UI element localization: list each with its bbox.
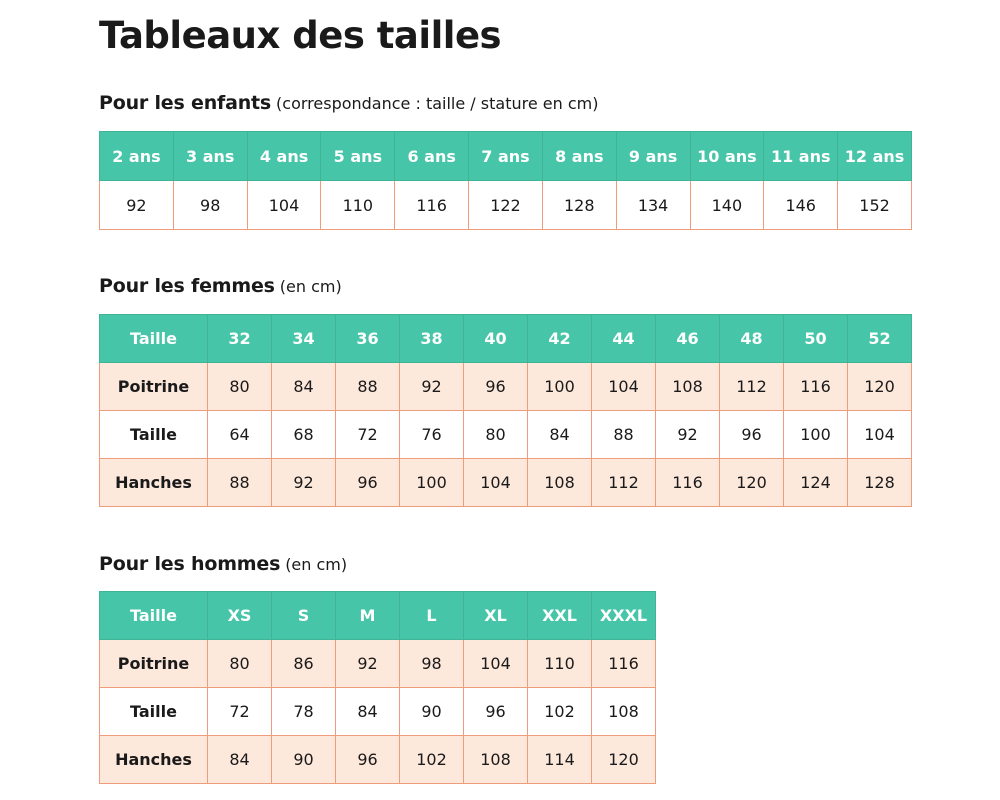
kids-value-cell: 92	[100, 181, 174, 230]
men-row-label: Hanches	[100, 736, 208, 784]
kids-header-cell: 7 ans	[469, 132, 543, 181]
men-value-cell: 72	[208, 688, 272, 736]
women-value-cell: 104	[848, 411, 912, 459]
women-value-cell: 92	[272, 459, 336, 507]
women-corner-cell: Taille	[100, 315, 208, 363]
women-value-cell: 124	[784, 459, 848, 507]
men-row-label: Taille	[100, 688, 208, 736]
men-row-poitrine	[100, 640, 656, 688]
women-row-label: Hanches	[100, 459, 208, 507]
kids-heading-note: (correspondance : taille / stature en cm)	[276, 94, 599, 113]
women-value-cell: 120	[848, 363, 912, 411]
men-value-cell: 86	[272, 640, 336, 688]
kids-header-cell: 8 ans	[542, 132, 616, 181]
women-value-cell: 112	[592, 459, 656, 507]
men-row-hanches	[100, 736, 656, 784]
women-header-cell: 32	[208, 315, 272, 363]
women-value-cell: 68	[272, 411, 336, 459]
men-corner-cell: Taille	[100, 592, 208, 640]
women-header-cell: 50	[784, 315, 848, 363]
men-header-cell: M	[336, 592, 400, 640]
women-value-cell: 72	[336, 411, 400, 459]
men-value-cell: 108	[592, 688, 656, 736]
women-header-row	[100, 315, 912, 363]
men-value-cell: 102	[528, 688, 592, 736]
kids-header-cell: 12 ans	[838, 132, 912, 181]
women-value-cell: 108	[528, 459, 592, 507]
men-row-taille	[100, 688, 656, 736]
women-header-cell: 46	[656, 315, 720, 363]
women-value-cell: 92	[400, 363, 464, 411]
women-value-cell: 120	[720, 459, 784, 507]
kids-header-cell: 6 ans	[395, 132, 469, 181]
women-value-cell: 128	[848, 459, 912, 507]
kids-header-row	[100, 132, 912, 181]
women-value-cell: 92	[656, 411, 720, 459]
women-value-cell: 116	[656, 459, 720, 507]
men-value-cell: 116	[592, 640, 656, 688]
women-value-cell: 88	[208, 459, 272, 507]
women-value-cell: 64	[208, 411, 272, 459]
kids-header-cell: 4 ans	[247, 132, 321, 181]
women-value-cell: 112	[720, 363, 784, 411]
women-header-cell: 40	[464, 315, 528, 363]
men-value-cell: 114	[528, 736, 592, 784]
men-value-cell: 110	[528, 640, 592, 688]
men-heading-label: Pour les hommes	[99, 553, 281, 575]
women-value-cell: 96	[720, 411, 784, 459]
women-size-table	[99, 314, 912, 507]
men-header-cell: L	[400, 592, 464, 640]
women-value-cell: 88	[336, 363, 400, 411]
men-header-cell: XXXL	[592, 592, 656, 640]
women-header-cell: 34	[272, 315, 336, 363]
men-value-cell: 102	[400, 736, 464, 784]
kids-value-cell: 110	[321, 181, 395, 230]
kids-value-cell: 134	[616, 181, 690, 230]
women-heading-note: (en cm)	[279, 277, 342, 296]
women-value-cell: 84	[528, 411, 592, 459]
men-size-table	[99, 591, 656, 784]
women-value-cell: 76	[400, 411, 464, 459]
women-value-cell: 84	[272, 363, 336, 411]
women-value-cell: 108	[656, 363, 720, 411]
women-value-cell: 100	[400, 459, 464, 507]
men-value-cell: 96	[464, 688, 528, 736]
women-value-cell: 100	[784, 411, 848, 459]
women-row-poitrine	[100, 363, 912, 411]
men-value-cell: 120	[592, 736, 656, 784]
kids-header-cell: 9 ans	[616, 132, 690, 181]
women-header-cell: 42	[528, 315, 592, 363]
kids-heading-label: Pour les enfants	[99, 92, 272, 114]
men-value-cell: 84	[208, 736, 272, 784]
women-header-cell: 44	[592, 315, 656, 363]
kids-value-cell: 152	[838, 181, 912, 230]
men-value-cell: 90	[400, 688, 464, 736]
kids-section-heading	[99, 89, 598, 113]
kids-header-cell: 5 ans	[321, 132, 395, 181]
kids-stature-row	[100, 181, 912, 230]
kids-value-cell: 146	[764, 181, 838, 230]
women-row-taille	[100, 411, 912, 459]
men-header-cell: XL	[464, 592, 528, 640]
women-value-cell: 96	[336, 459, 400, 507]
men-section-heading	[99, 550, 347, 574]
kids-header-cell: 11 ans	[764, 132, 838, 181]
men-value-cell: 108	[464, 736, 528, 784]
kids-value-cell: 140	[690, 181, 764, 230]
men-value-cell: 84	[336, 688, 400, 736]
men-header-cell: XS	[208, 592, 272, 640]
kids-header-cell: 3 ans	[173, 132, 247, 181]
women-row-hanches	[100, 459, 912, 507]
women-value-cell: 104	[592, 363, 656, 411]
men-heading-note: (en cm)	[285, 555, 348, 574]
kids-value-cell: 128	[542, 181, 616, 230]
women-value-cell: 80	[464, 411, 528, 459]
kids-header-cell: 2 ans	[100, 132, 174, 181]
men-header-cell: XXL	[528, 592, 592, 640]
women-row-label: Taille	[100, 411, 208, 459]
page-title: Tableaux des tailles	[99, 14, 502, 57]
women-value-cell: 80	[208, 363, 272, 411]
women-header-cell: 52	[848, 315, 912, 363]
men-value-cell: 98	[400, 640, 464, 688]
men-value-cell: 92	[336, 640, 400, 688]
men-value-cell: 96	[336, 736, 400, 784]
women-section-heading	[99, 272, 342, 296]
women-heading-label: Pour les femmes	[99, 275, 275, 297]
kids-value-cell: 122	[469, 181, 543, 230]
kids-header-cell: 10 ans	[690, 132, 764, 181]
women-value-cell: 96	[464, 363, 528, 411]
women-row-label: Poitrine	[100, 363, 208, 411]
men-value-cell: 78	[272, 688, 336, 736]
women-value-cell: 104	[464, 459, 528, 507]
kids-value-cell: 116	[395, 181, 469, 230]
women-header-cell: 38	[400, 315, 464, 363]
women-value-cell: 100	[528, 363, 592, 411]
women-header-cell: 36	[336, 315, 400, 363]
men-value-cell: 90	[272, 736, 336, 784]
women-value-cell: 116	[784, 363, 848, 411]
kids-value-cell: 98	[173, 181, 247, 230]
women-header-cell: 48	[720, 315, 784, 363]
kids-size-table	[99, 131, 912, 230]
women-value-cell: 88	[592, 411, 656, 459]
men-header-cell: S	[272, 592, 336, 640]
men-value-cell: 104	[464, 640, 528, 688]
kids-value-cell: 104	[247, 181, 321, 230]
men-value-cell: 80	[208, 640, 272, 688]
men-row-label: Poitrine	[100, 640, 208, 688]
men-header-row	[100, 592, 656, 640]
